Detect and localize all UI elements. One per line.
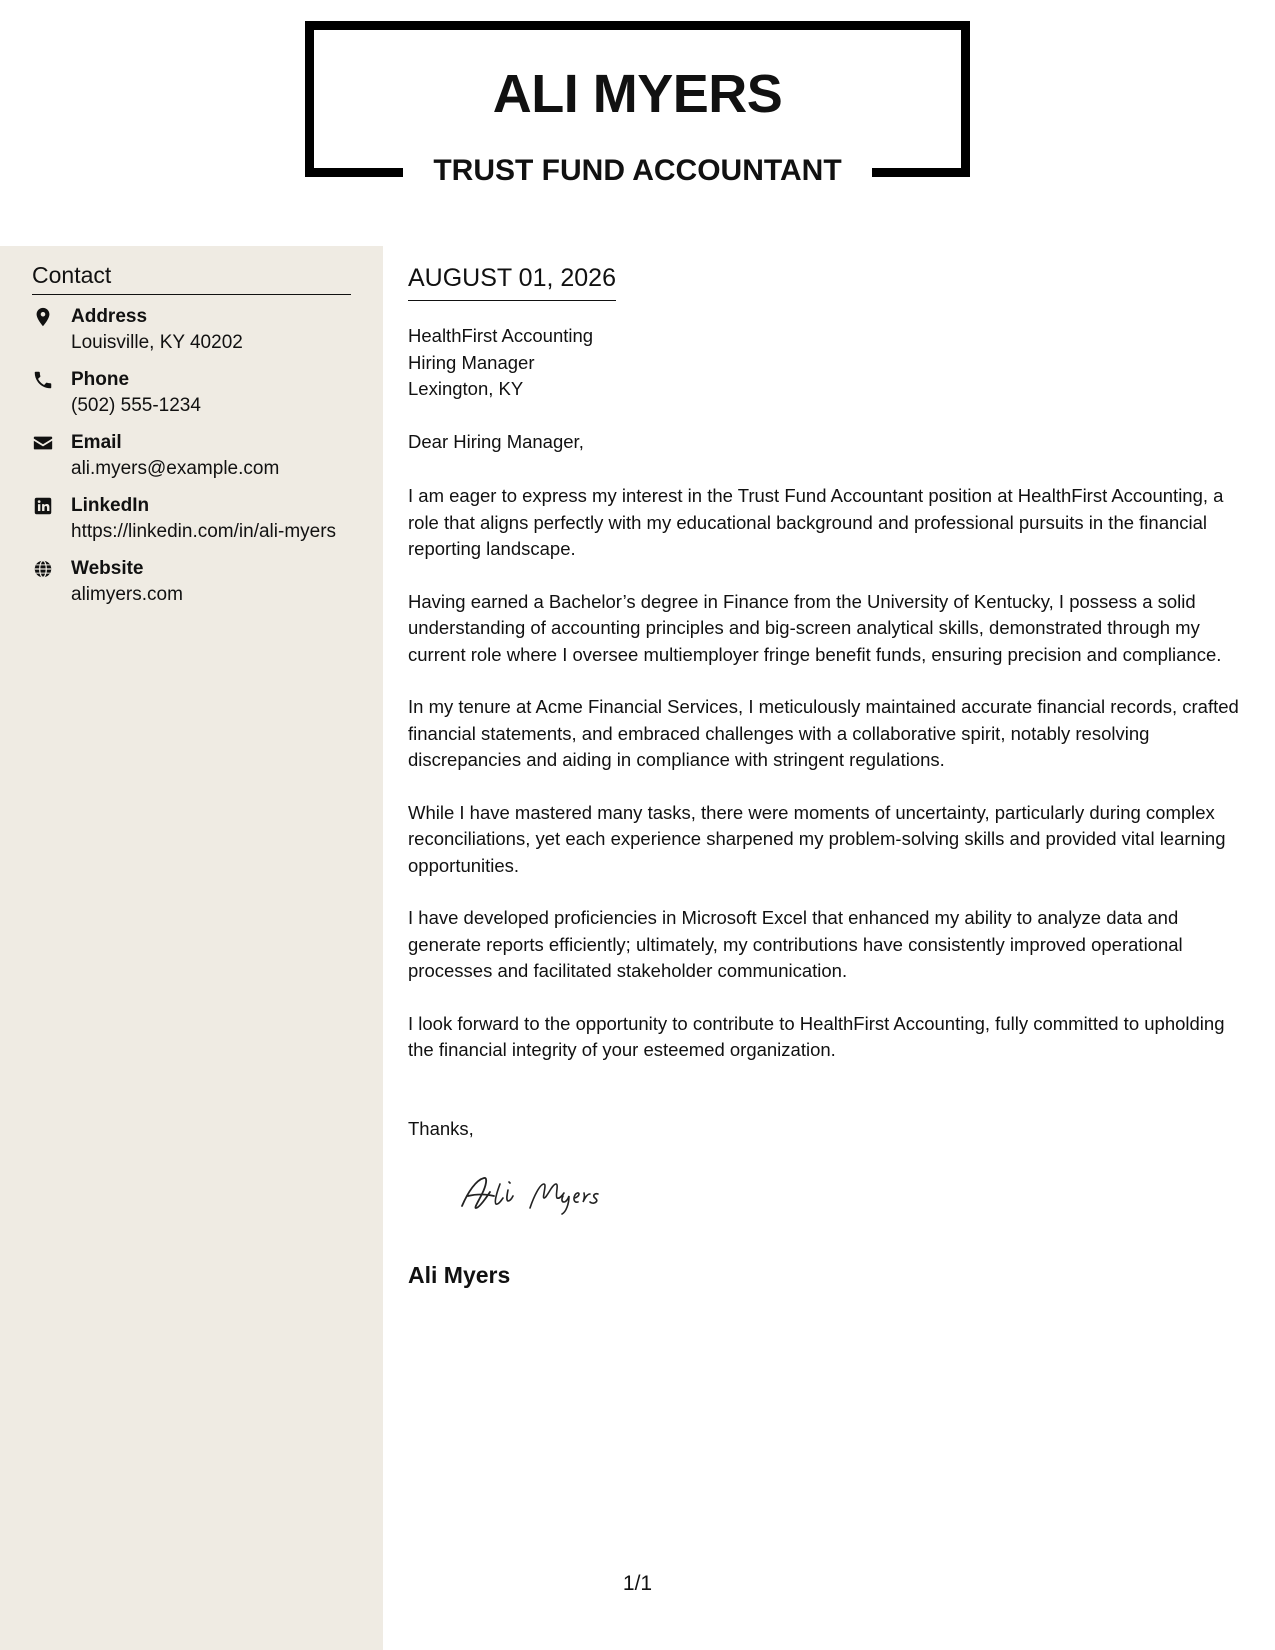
contact-label: Website: [71, 558, 144, 579]
paragraph: In my tenure at Acme Financial Services, I meticulously maintained accurate financial records, crafted financial statements, and embraced challenges with a collaborative spirit, notably resolving discrepancies and aiding in compliance with stringent regulations.: [408, 696, 1239, 770]
recipient-block: [408, 323, 593, 403]
envelope-icon: [32, 432, 54, 454]
paragraph: I look forward to the opportunity to contribute to HealthFirst Accounting, fully committed to upholding the financial integrity of your esteemed organization.: [408, 1012, 1225, 1060]
contact-heading: Contact: [32, 260, 351, 295]
contact-value[interactable]: alimyers.com: [71, 584, 183, 605]
paragraph: I have developed proficiencies in Microsoft Excel that enhanced my ability to analyze data and generate reports efficiently; ultimately, my contributions have consistently improved operational processes and facilitated stakeholder communication.: [408, 907, 1183, 981]
contact-sidebar: [0, 246, 383, 1650]
applicant-name: ALI MYERS: [492, 64, 783, 124]
closing: Thanks,: [408, 1118, 474, 1139]
contact-value: Louisville, KY 40202: [71, 332, 243, 353]
phone-icon: [32, 369, 54, 391]
map-pin-icon: [32, 306, 54, 328]
recipient-company: HealthFirst Accounting: [408, 325, 594, 346]
letter-date: AUGUST 01, 2026: [408, 262, 616, 301]
contact-label: Phone: [71, 369, 130, 390]
job-title: TRUST FUND ACCOUNTANT: [433, 154, 842, 187]
signer-name: Ali Myers: [408, 1262, 511, 1288]
salutation: Dear Hiring Manager,: [408, 431, 584, 452]
frame-top-bar: [305, 21, 970, 30]
letter-paragraphs: [408, 483, 1248, 1090]
contact-value: (502) 555-1234: [71, 395, 201, 416]
contact-label: Address: [71, 306, 148, 327]
paragraph: I am eager to express my interest in the Trust Fund Accountant position at HealthFirst Accounting, a role that aligns perfectly with my educational background and professional pursuits in the financial reporting landscape.: [408, 485, 1224, 559]
handwritten-signature: [448, 1166, 648, 1226]
contact-label: Email: [71, 432, 122, 453]
contact-value[interactable]: https://linkedin.com/in/ali-myers: [71, 521, 337, 542]
globe-icon: [32, 558, 54, 580]
recipient-location: Lexington, KY: [408, 378, 524, 399]
contact-label: LinkedIn: [71, 495, 150, 516]
recipient-contact: Hiring Manager: [408, 351, 535, 373]
linkedin-icon: [32, 495, 54, 517]
paragraph: While I have mastered many tasks, there were moments of uncertainty, particularly during complex reconciliations, yet each experience sharpened my problem-solving skills and provided vital learning opportunities.: [408, 801, 1226, 876]
page-number: 1/1: [622, 1572, 653, 1595]
contact-value[interactable]: ali.myers@example.com: [71, 458, 280, 479]
paragraph: Having earned a Bachelor’s degree in Finance from the University of Kentucky, I possess a solid understanding of accounting principles and big-screen analytical skills, demonstrated through my current role where I oversee multiemployer fringe benefit funds, ensuring precision and compliance.: [408, 590, 1222, 665]
